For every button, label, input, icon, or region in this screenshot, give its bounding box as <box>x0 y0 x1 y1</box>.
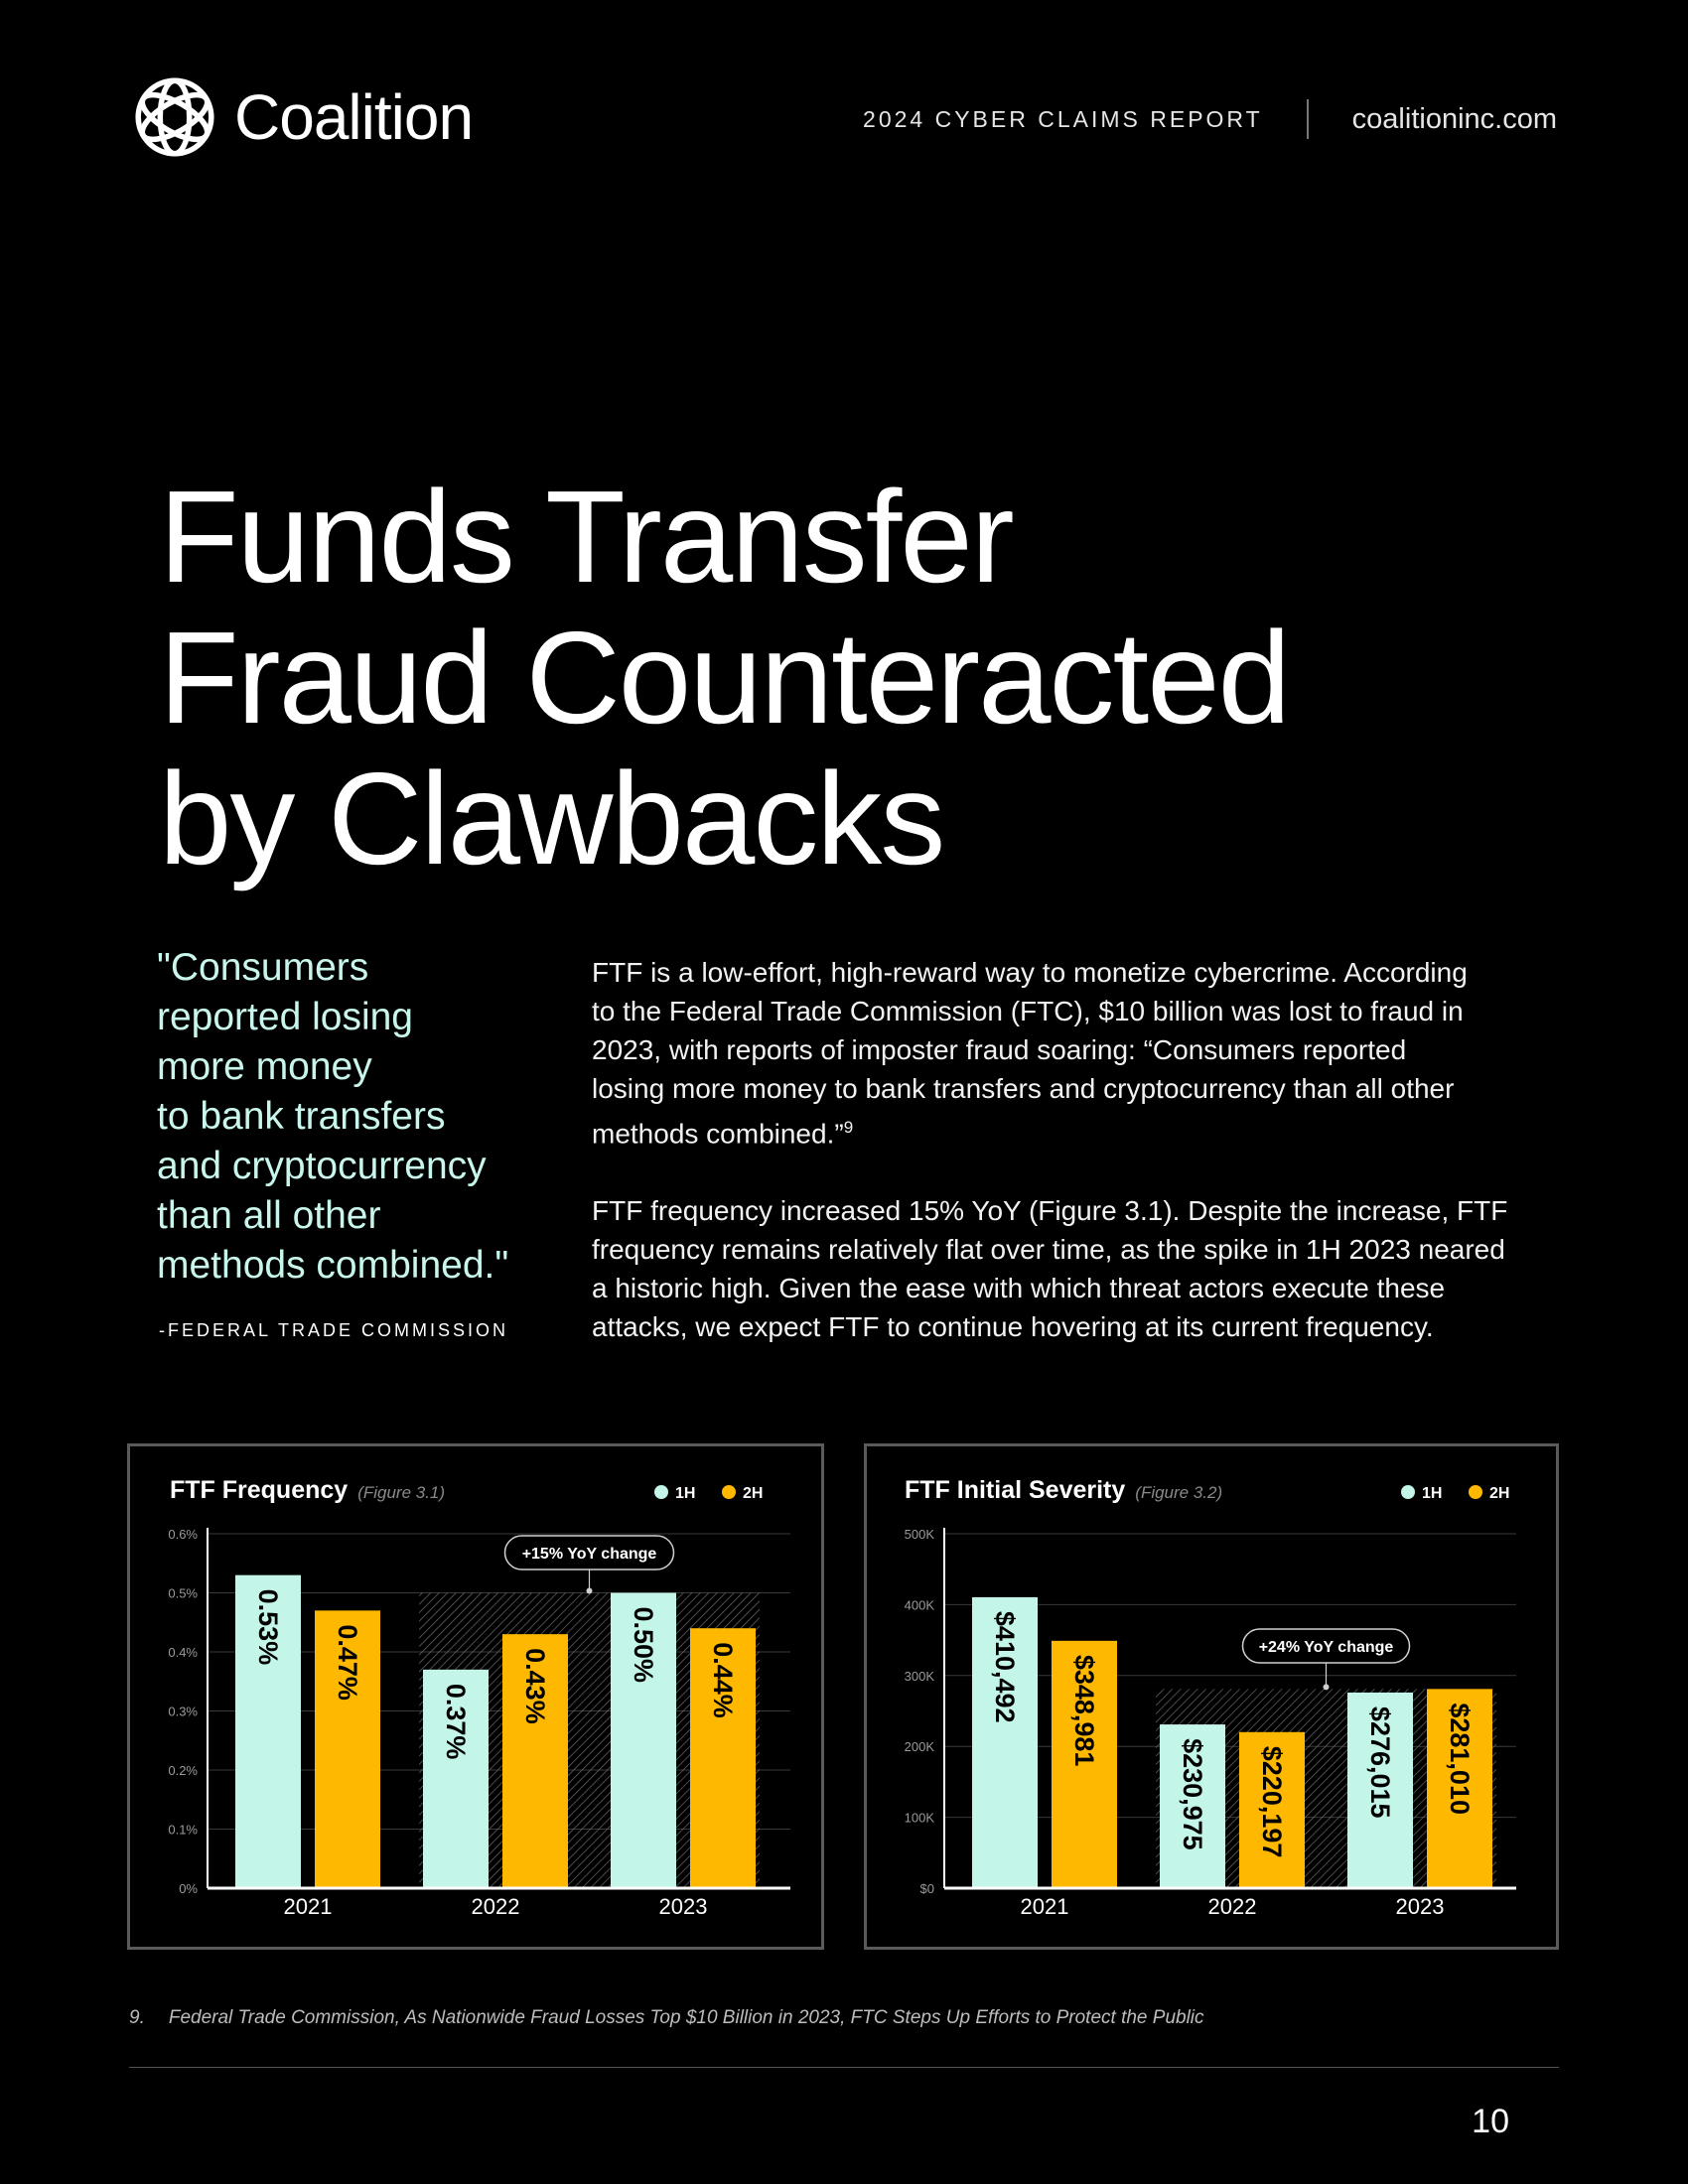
bar-value-label: $276,015 <box>1365 1706 1395 1819</box>
legend-swatch-2h <box>1469 1485 1482 1499</box>
report-title: 2024 CYBER CLAIMS REPORT <box>863 105 1263 132</box>
title-line: Funds Transfer <box>159 464 1013 610</box>
x-tick-label: 2023 <box>658 1894 708 1919</box>
footnote <box>129 2007 1204 2029</box>
quote-line: more money <box>157 1045 372 1088</box>
bar-value-label: 0.53% <box>253 1588 283 1666</box>
header-divider <box>1307 99 1309 139</box>
paragraph-2 <box>592 1191 1545 1346</box>
y-tick-label: 0.2% <box>168 1763 198 1778</box>
text-line: a historic high. Given the ease with which threat actors execute these <box>592 1273 1446 1304</box>
brand-name: Coalition <box>234 81 474 153</box>
bar-value-label: 0.37% <box>441 1683 471 1760</box>
x-tick-label: 2022 <box>471 1894 520 1919</box>
x-tick-label: 2021 <box>1020 1894 1069 1919</box>
footnote-text: Federal Trade Commission, As Nationwide Fraud Losses Top $10 Billion in 2023, FTC Steps Up Efforts to Protect the Public <box>168 2007 1204 2028</box>
annotation-dot <box>587 1588 593 1594</box>
chart-title <box>905 1476 1222 1504</box>
text-line: attacks, we expect FTF to continue hovering at its current frequency. <box>592 1311 1434 1343</box>
text-line: FTF frequency increased 15% YoY (Figure 3.1). Despite the increase, FTF <box>592 1195 1508 1227</box>
quote-attribution: -FEDERAL TRADE COMMISSION <box>159 1320 509 1340</box>
brand-logo <box>129 71 473 163</box>
header-meta <box>863 99 1557 139</box>
x-tick-label: 2021 <box>283 1894 333 1919</box>
text-line: methods combined.” <box>592 1118 844 1150</box>
chart-title <box>170 1476 445 1504</box>
bar-value-label: $348,981 <box>1069 1654 1099 1767</box>
y-tick-label: 300K <box>904 1668 934 1684</box>
y-tick-label: 0% <box>179 1881 198 1896</box>
ftf-severity-chart <box>864 1443 1559 1950</box>
footer-rule <box>129 2067 1559 2068</box>
y-tick-label: $0 <box>919 1881 934 1896</box>
annotation-dot <box>1324 1684 1330 1690</box>
legend-label-2h: 2H <box>1489 1485 1510 1502</box>
quote-line: "Consumers <box>157 946 369 989</box>
text-line: frequency remains relatively flat over time, as the spike in 1H 2023 neared <box>592 1234 1505 1266</box>
page-number: 10 <box>1472 2103 1509 2140</box>
annotation-text: +24% YoY change <box>1258 1639 1394 1656</box>
quote-line: methods combined." <box>157 1244 509 1287</box>
coalition-logo-icon <box>129 71 220 163</box>
quote-line: to bank transfers <box>157 1095 446 1138</box>
y-tick-label: 0.3% <box>168 1704 198 1719</box>
legend-swatch-2h <box>722 1485 736 1499</box>
quote-line: and cryptocurrency <box>157 1145 487 1187</box>
website-link[interactable]: coalitioninc.com <box>1351 102 1557 135</box>
legend-label-1h: 1H <box>675 1485 696 1502</box>
y-tick-label: 0.1% <box>168 1822 198 1838</box>
ftf-severity-chart-svg <box>867 1446 1556 1947</box>
body-text <box>592 953 1545 1385</box>
y-tick-label: 0.6% <box>168 1527 198 1542</box>
y-tick-label: 0.4% <box>168 1645 198 1660</box>
bar-value-label: 0.50% <box>629 1606 658 1684</box>
y-tick-label: 400K <box>904 1597 934 1613</box>
legend-swatch-1h <box>1401 1485 1415 1499</box>
footnote-ref[interactable]: 9 <box>843 1118 854 1137</box>
legend-swatch-1h <box>654 1485 668 1499</box>
y-tick-label: 200K <box>904 1739 934 1755</box>
chart-title-text: FTF Frequency <box>170 1476 349 1504</box>
y-tick-label: 100K <box>904 1810 934 1826</box>
legend-label-2h: 2H <box>743 1485 764 1502</box>
chart-title-text: FTF Initial Severity <box>905 1476 1126 1504</box>
text-line: 2023, with reports of imposter fraud soaring: “Consumers reported <box>592 1034 1407 1065</box>
y-tick-label: 500K <box>904 1527 934 1542</box>
text-line: to the Federal Trade Commission (FTC), $10 billion was lost to fraud in <box>592 996 1464 1026</box>
bar-value-label: 0.47% <box>333 1624 362 1701</box>
chart-figure-label: (Figure 3.1) <box>357 1483 446 1502</box>
footnote-number: 9. <box>129 2007 145 2028</box>
y-tick-label: 0.5% <box>168 1585 198 1601</box>
bar-value-label: 0.43% <box>520 1648 550 1724</box>
x-tick-label: 2022 <box>1207 1894 1257 1919</box>
bar-value-label: $220,197 <box>1257 1745 1287 1858</box>
legend-label-1h: 1H <box>1422 1485 1443 1502</box>
bar-value-label: $410,492 <box>990 1610 1020 1723</box>
ftf-frequency-chart-svg <box>130 1446 821 1947</box>
paragraph-1 <box>592 953 1545 1153</box>
ftf-frequency-chart <box>127 1443 824 1950</box>
bar-value-label: $230,975 <box>1178 1738 1207 1850</box>
pull-quote <box>157 943 554 1291</box>
title-line: Fraud Counteracted <box>159 605 1290 751</box>
text-line: FTF is a low-effort, high-reward way to monetize cybercrime. According <box>592 957 1468 988</box>
text-line: losing more money to bank transfers and cryptocurrency than all other <box>592 1073 1455 1104</box>
annotation-text: +15% YoY change <box>521 1546 657 1563</box>
bar-value-label: $281,010 <box>1445 1703 1475 1815</box>
quote-line: reported losing <box>157 996 413 1038</box>
title-line: by Clawbacks <box>159 746 944 891</box>
chart-figure-label: (Figure 3.2) <box>1135 1483 1223 1502</box>
quote-line: than all other <box>157 1194 381 1237</box>
bar-value-label: 0.44% <box>708 1642 738 1718</box>
x-tick-label: 2023 <box>1395 1894 1445 1919</box>
page-title <box>159 464 1290 891</box>
